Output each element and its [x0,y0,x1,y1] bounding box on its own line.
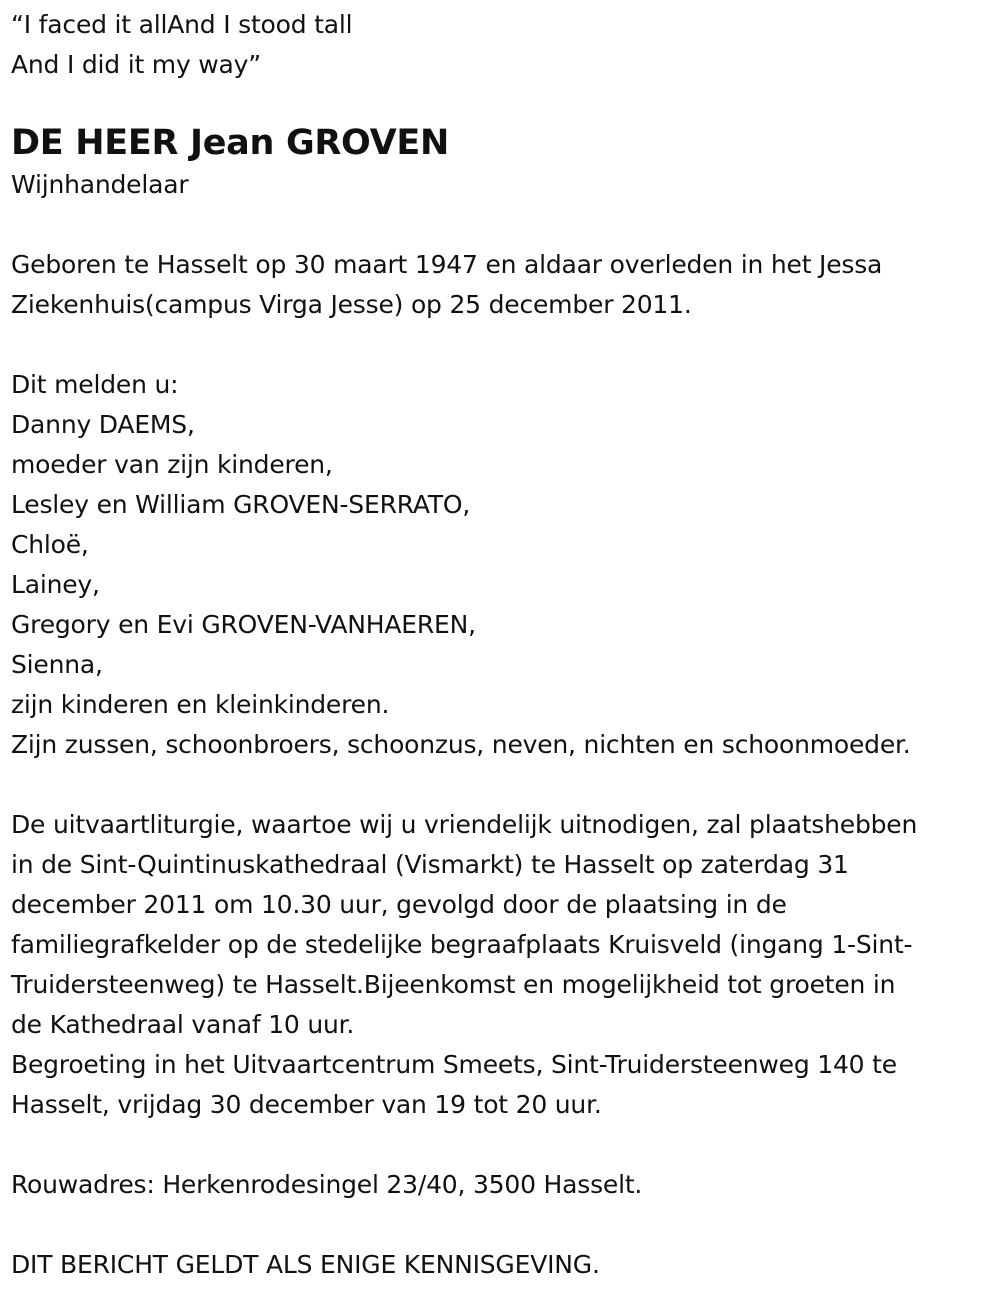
paragraph-line: De uitvaartliturgie, waartoe wij u vriendelijk uitnodigen, zal plaatshebben [11,810,918,839]
funeral-paragraph [11,805,996,1125]
birth-death-paragraph [11,245,996,325]
announcer-line: Lesley en William GROVEN-SERRATO, [11,490,471,519]
spacer [11,1205,996,1245]
announcers-intro: Dit melden u: [11,370,179,399]
spacer [11,205,996,245]
mourning-address: Rouwadres: Herkenrodesingel 23/40, 3500 Hasselt. [11,1170,643,1199]
spacer [11,325,996,365]
paragraph-line: familiegrafkelder op de stedelijke begraafplaats Kruisveld (ingang 1-Sint- [11,930,913,959]
announcer-line: zijn kinderen en kleinkinderen. [11,690,390,719]
paragraph-line: de Kathedraal vanaf 10 uur. [11,1010,355,1039]
quote-line: And I did it my way” [11,50,262,79]
announcer-line: Zijn zussen, schoonbroers, schoonzus, neven, nichten en schoonmoeder. [11,730,911,759]
announcer-line: Lainey, [11,570,100,599]
announcer-line: Danny DAEMS, [11,410,195,439]
paragraph-line: Truidersteenweg) te Hasselt.Bijeenkomst en mogelijkheid tot groeten in [11,970,896,999]
deceased-name: DE HEER Jean GROVEN [11,123,449,163]
announcer-line: Sienna, [11,650,103,679]
paragraph-line: Geboren te Hasselt op 30 maart 1947 en aldaar overleden in het Jessa [11,250,883,279]
announcer-line: moeder van zijn kinderen, [11,450,333,479]
paragraph-line: Begroeting in het Uitvaartcentrum Smeets, Sint-Truidersteenweg 140 te [11,1050,897,1079]
announcer-line: Gregory en Evi GROVEN-VANHAEREN, [11,610,476,639]
spacer [11,1125,996,1165]
spacer [11,765,996,805]
paragraph-line: in de Sint-Quintinuskathedraal (Vismarkt) te Hasselt op zaterdag 31 [11,850,849,879]
deceased-profession: Wijnhandelaar [11,170,189,199]
announcer-line: Chloë, [11,530,89,559]
paragraph-line: december 2011 om 10.30 uur, gevolgd door de plaatsing in de [11,890,787,919]
announcers-list [11,365,996,765]
obituary-document [11,0,996,1285]
opening-quote [11,5,996,85]
quote-line: “I faced it allAnd I stood tall [11,10,353,39]
paragraph-line: Ziekenhuis(campus Virga Jesse) op 25 december 2011. [11,290,692,319]
paragraph-line: Hasselt, vrijdag 30 december van 19 tot 20 uur. [11,1090,602,1119]
notice-line: DIT BERICHT GELDT ALS ENIGE KENNISGEVING. [11,1250,600,1279]
